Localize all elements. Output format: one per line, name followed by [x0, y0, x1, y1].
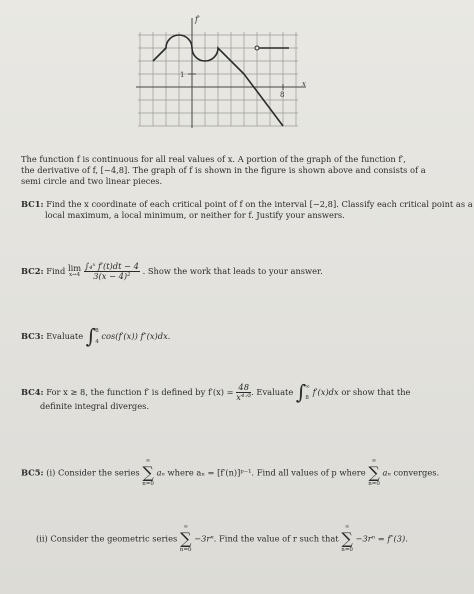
bc4-label: BC4:: [21, 387, 44, 397]
bc1-line-2: local maximum, a local minimum, or neither for f. Justify your answers.: [45, 210, 345, 220]
bc2-question: [21, 262, 323, 281]
intro-line-1: The function f is continuous for all real values of x. A portion of the graph of the function f′,: [21, 154, 406, 164]
bc2-fraction: [84, 262, 140, 281]
bc4-limits: [305, 382, 310, 404]
bc4-text-2: . Evaluate: [251, 387, 294, 397]
bc2-limit: [67, 262, 82, 279]
bc5-where: where aₙ = [f′(n)]ᵖ⁻¹. Find all values of p where: [167, 467, 366, 478]
bc1-label: BC1:: [21, 199, 44, 209]
integral-sign-icon: ∫: [295, 380, 307, 404]
bc5-find-r: . Find the value of r such that: [213, 533, 339, 544]
y-axis-label: f′: [195, 15, 200, 24]
intro-line-3: semi circle and two linear pieces.: [21, 176, 163, 186]
bc4-integrand: f′(x)dx: [312, 387, 339, 397]
bc5-part-i: [21, 458, 439, 488]
intro-line-2: the derivative of f, [−4,8]. The graph of f is shown in the figure is shown above and consists of a: [21, 165, 426, 175]
bc5-term-1: aₙ: [156, 467, 165, 478]
bc3-text: Evaluate: [46, 331, 84, 341]
bc3-label: BC3:: [21, 331, 44, 341]
bc4-frac-den: x⁴ᐟ³: [236, 392, 252, 402]
bc2-lim-word: lim: [67, 262, 82, 273]
bc4-line-2: definite integral diverges.: [40, 401, 150, 411]
sigma-icon: ∞ ∑ n=0: [142, 458, 154, 487]
bc2-label: BC2:: [21, 266, 44, 276]
bc5-converges: converges.: [393, 467, 440, 478]
bc3-lower: 4: [95, 338, 99, 345]
graph-curve: [153, 35, 289, 126]
bc2-numerator: ∫₄ˣ f′(t)dt − 4: [84, 261, 139, 271]
bc2-denominator: 3(x − 4)²: [93, 271, 131, 281]
sum-lower: n=0: [179, 547, 192, 553]
sum-lower: n=0: [368, 481, 380, 487]
bc1-line-1: Find the x coordinate of each critical point of f on the interval [−2,8]. Classify each critical point as a: [46, 199, 473, 209]
bc4-frac-num: 48: [236, 383, 251, 393]
bc4-question: [21, 378, 410, 404]
open-endpoint: [255, 46, 259, 50]
bc2-tail: . Show the work that leads to your answer.: [142, 266, 323, 276]
bc5-term-2: aₙ: [382, 467, 391, 478]
sum-upper: ∞: [145, 458, 151, 464]
bc5-part-ii-text: (ii) Consider the geometric series: [36, 533, 178, 544]
bc5-part-ii: [36, 524, 408, 554]
sigma-icon: ∞ ∑ n=0: [368, 458, 380, 487]
bc5-term-3: −3rⁿ: [194, 533, 214, 544]
x-axis-label: x: [302, 80, 306, 88]
sum-lower: n=0: [341, 547, 353, 553]
sigma-icon: ∞ ∑ n=0: [341, 524, 353, 553]
bc4-fraction: [236, 383, 251, 402]
y-tick-label: 1: [180, 71, 185, 79]
sum-upper: ∞: [371, 458, 377, 464]
bc4-text-3: or show that the: [341, 387, 411, 397]
graph-axes: [136, 18, 306, 128]
bc5-part-i-text: (i) Consider the series: [46, 467, 140, 478]
bc3-upper: 8: [95, 327, 99, 334]
bc4-text-1: For x ≥ 8, the function f′ is defined by f′(x) =: [46, 387, 234, 397]
sigma-icon: ∞ ∑ n=0: [179, 524, 192, 553]
sum-upper: ∞: [183, 524, 189, 530]
bc4-upper: ∞: [305, 383, 310, 390]
bc5-term-4: −3rⁿ = f″(3).: [355, 533, 408, 544]
sum-lower: n=0: [142, 481, 154, 487]
bc1-question: [21, 199, 473, 210]
integral-sign-icon: ∫: [85, 324, 97, 348]
bc4-lower: 8: [305, 394, 309, 401]
bc3-integrand: cos(f′(x)) f″(x)dx.: [101, 331, 171, 341]
x-tick-label: 8: [280, 91, 285, 99]
bc3-question: [21, 322, 170, 348]
derivative-graph: [0, 0, 474, 150]
bc2-find: Find: [46, 266, 66, 276]
bc2-lim-sub: x→4: [68, 271, 81, 278]
bc5-label: BC5:: [21, 467, 44, 478]
graph-grid: [138, 32, 298, 126]
sum-upper: ∞: [344, 524, 350, 530]
